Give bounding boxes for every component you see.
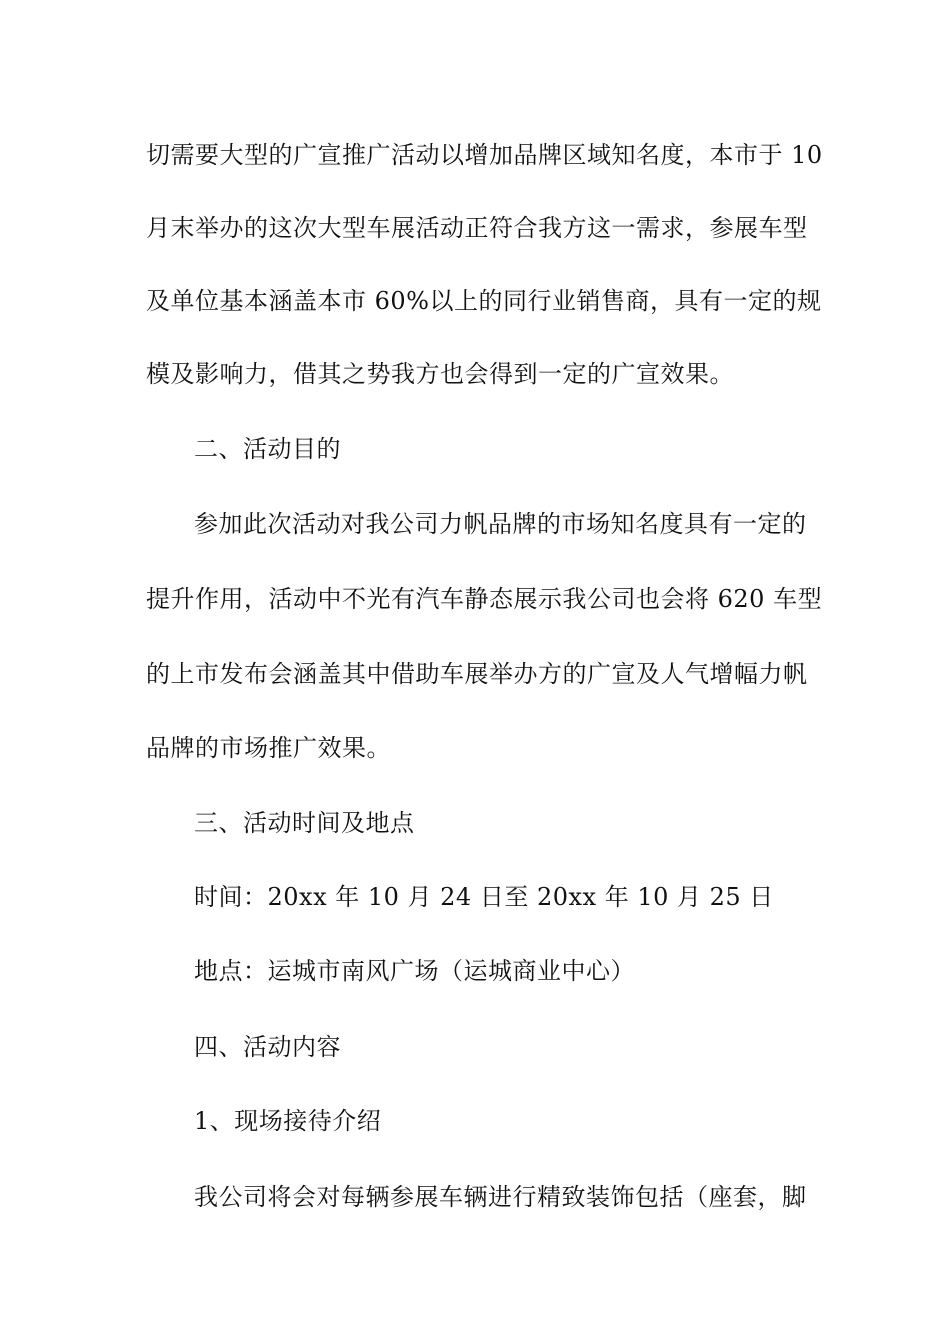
subsection-1-heading: 1、现场接待介绍 [194, 1107, 382, 1135]
subsection-1-paragraph-line-1: 我公司将会对每辆参展车辆进行精致装饰包括（座套，脚 [194, 1183, 807, 1211]
section-4-heading: 四、活动内容 [194, 1033, 341, 1061]
intro-paragraph-line-4: 模及影响力，借其之势我方也会得到一定的广宣效果。 [146, 360, 734, 388]
intro-paragraph-line-1: 切需要大型的广宣推广活动以增加品牌区域知名度，本市于 10 [146, 141, 823, 169]
section-3-heading: 三、活动时间及地点 [194, 809, 415, 837]
section-2-paragraph-line-3: 的上市发布会涵盖其中借助车展举办方的广宣及人气增幅力帆 [146, 660, 808, 688]
section-2-paragraph-line-4: 品牌的市场推广效果。 [146, 734, 391, 762]
event-location: 地点：运城市南风广场（运城商业中心） [194, 957, 635, 985]
intro-paragraph-line-3: 及单位基本涵盖本市 60%以上的同行业销售商，具有一定的规 [146, 287, 822, 315]
event-time: 时间：20xx 年 10 月 24 日至 20xx 年 10 月 25 日 [194, 883, 774, 911]
intro-paragraph-line-2: 月末举办的这次大型车展活动正符合我方这一需求，参展车型 [146, 214, 808, 242]
section-2-heading: 二、活动目的 [194, 435, 341, 463]
section-2-paragraph-line-1: 参加此次活动对我公司力帆品牌的市场知名度具有一定的 [194, 510, 807, 538]
section-2-paragraph-line-2: 提升作用，活动中不光有汽车静态展示我公司也会将 620 车型 [146, 585, 823, 613]
